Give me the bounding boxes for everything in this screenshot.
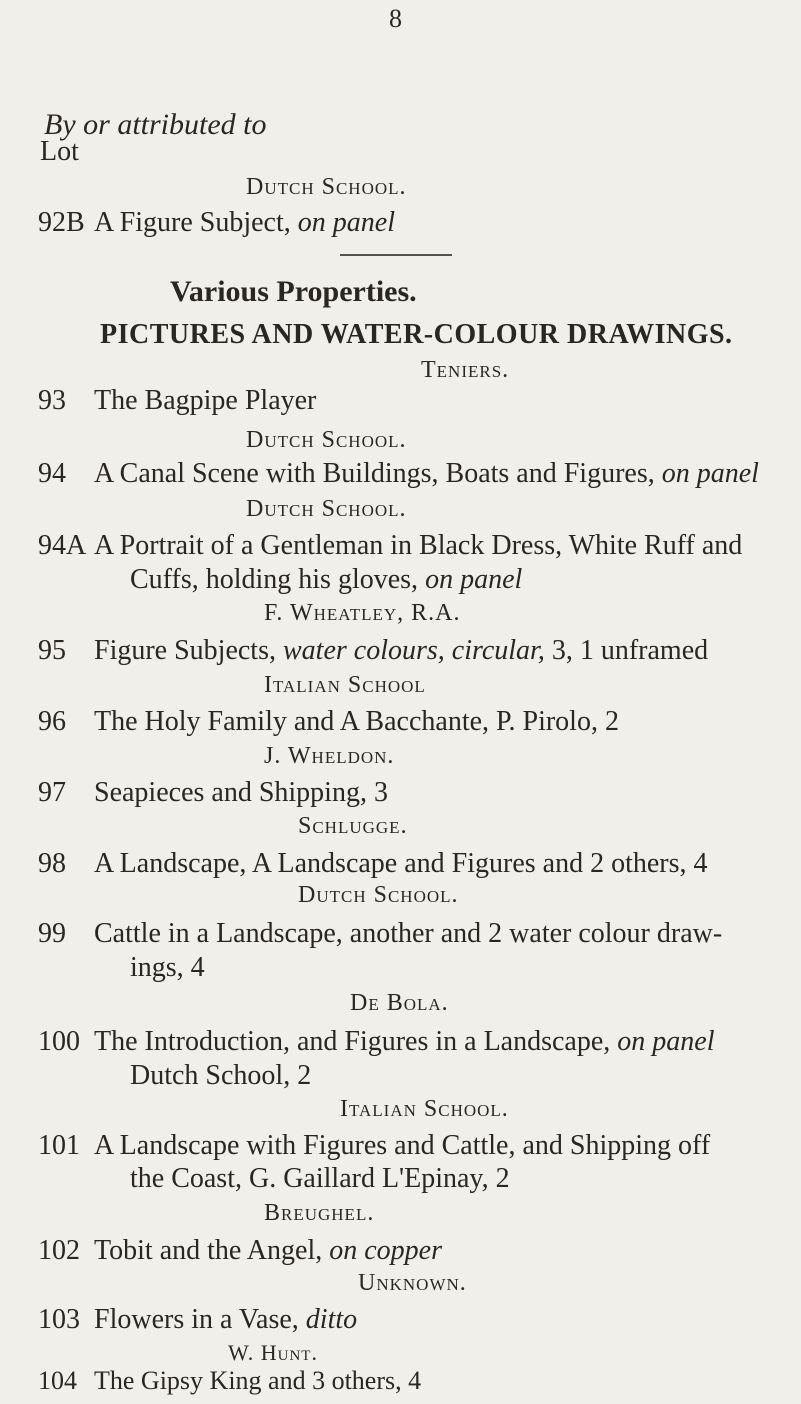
artist-heading: Italian School. xyxy=(340,1096,509,1122)
lot-number: 102 xyxy=(38,1235,80,1266)
artist-heading: Schlugge. xyxy=(298,813,408,839)
lot-description-continued: ings, 4 xyxy=(130,952,205,983)
artist-heading: F. Wheatley, R.A. xyxy=(264,600,461,626)
lot-title: A Figure Subject, xyxy=(94,207,291,238)
artist-heading: Teniers. xyxy=(421,357,510,383)
lot-number: 93 xyxy=(38,385,66,416)
page-header: By or attributed to xyxy=(44,108,267,141)
lot-number: 97 xyxy=(38,777,66,808)
lot-number: 96 xyxy=(38,706,66,737)
lot-description: A Landscape, A Landscape and Figures and 2 others, 4 xyxy=(94,848,708,879)
lot-description xyxy=(94,458,759,490)
artist-heading: J. Wheldon. xyxy=(264,743,395,769)
lot-title: Tobit and the Angel, xyxy=(94,1235,323,1266)
lot-description: The Bagpipe Player xyxy=(94,385,317,416)
section-subtitle: PICTURES AND WATER-COLOUR DRAWINGS. xyxy=(100,319,733,350)
lot-title: Flowers in a Vase, xyxy=(94,1304,299,1335)
lot-medium: on panel xyxy=(617,1026,715,1057)
lot-number: 104 xyxy=(38,1366,77,1395)
section-divider xyxy=(340,254,452,256)
lot-description: A Portrait of a Gentleman in Black Dress, White Ruff and xyxy=(94,530,743,561)
artist-heading: Italian School xyxy=(264,672,426,698)
artist-heading: Dutch School. xyxy=(246,496,407,522)
lot-description-continued xyxy=(130,564,522,596)
lot-number: 95 xyxy=(38,635,66,666)
artist-heading: Dutch School. xyxy=(246,174,407,200)
lot-description: Seapieces and Shipping, 3 xyxy=(94,777,388,808)
lot-description xyxy=(94,1235,442,1267)
lot-number: 94A xyxy=(38,530,87,561)
lot-medium: on panel xyxy=(425,564,523,595)
lot-description xyxy=(94,635,708,667)
lot-number: 99 xyxy=(38,918,66,949)
lot-number: 101 xyxy=(38,1130,80,1161)
lot-medium: on copper xyxy=(329,1235,442,1266)
lot-description: The Holy Family and A Bacchante, P. Pirolo, 2 xyxy=(94,706,619,737)
lot-description-continued: Dutch School, 2 xyxy=(130,1060,312,1091)
lot-continuation: Cuffs, holding his gloves, xyxy=(130,564,419,595)
lot-description-continued: the Coast, G. Gaillard L'Epinay, 2 xyxy=(130,1163,510,1194)
lot-quantity: 3, 1 unframed xyxy=(551,635,709,666)
lot-column-label: Lot xyxy=(40,136,79,167)
artist-heading: Breughel. xyxy=(264,1200,375,1226)
lot-title: The Introduction, and Figures in a Landscape, xyxy=(94,1026,611,1057)
lot-title: A Canal Scene with Buildings, Boats and Figures, xyxy=(94,458,655,489)
section-title: Various Properties. xyxy=(170,275,417,308)
lot-description xyxy=(94,1026,715,1058)
lot-medium: ditto xyxy=(305,1304,358,1335)
lot-description: The Gipsy King and 3 others, 4 xyxy=(94,1366,422,1395)
lot-medium: water colours, circular, xyxy=(283,635,545,666)
lot-description xyxy=(94,207,395,239)
lot-number: 94 xyxy=(38,458,66,489)
lot-medium: on panel xyxy=(661,458,759,489)
artist-heading: De Bola. xyxy=(350,990,449,1016)
lot-medium: on panel xyxy=(297,207,395,238)
lot-number: 100 xyxy=(38,1026,80,1057)
lot-description: A Landscape with Figures and Cattle, and Shipping off xyxy=(94,1130,711,1161)
lot-number: 98 xyxy=(38,848,66,879)
lot-title: Figure Subjects, xyxy=(94,635,276,666)
artist-heading: W. Hunt. xyxy=(228,1340,318,1365)
page-number: 8 xyxy=(389,4,402,33)
lot-description: Cattle in a Landscape, another and 2 water colour draw- xyxy=(94,918,723,949)
artist-heading: Dutch School. xyxy=(246,427,407,453)
artist-heading: Dutch School. xyxy=(298,882,459,908)
lot-description xyxy=(94,1304,357,1336)
lot-number: 103 xyxy=(38,1304,80,1335)
artist-heading: Unknown. xyxy=(358,1270,467,1296)
lot-number: 92B xyxy=(38,207,85,238)
